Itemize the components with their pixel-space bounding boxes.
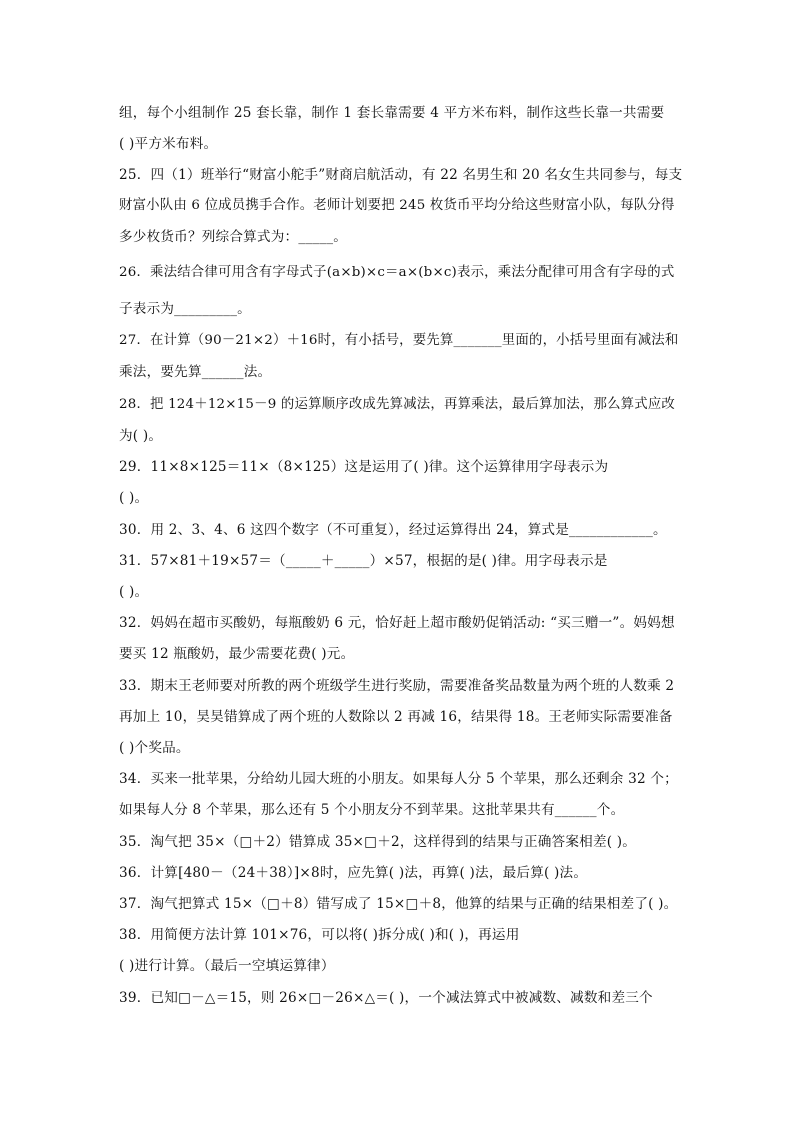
text-line: 38．用简便方法计算 101×76，可以将( )拆分成( )和( )，再运用: [119, 927, 520, 943]
text-line: 34．买来一批苹果，分给幼儿园大班的小朋友。如果每人分 5 个苹果，那么还剩余 32 个；: [119, 771, 678, 787]
text-line: 30．用 2、3、4、6 这四个数字（不可重复），经过运算得出 24，算式是____________。: [119, 522, 667, 538]
text-line: 乘法，要先算______法。: [119, 364, 272, 380]
text-line: 如果每人分 8 个苹果，那么还有 5 个小朋友分不到苹果。这批苹果共有______个。: [119, 802, 625, 818]
text-line: 多少枚货币？列综合算式为：_____。: [119, 229, 348, 245]
text-line: 29．11×8×125＝11×（8×125）这是运用了( )律。这个运算律用字母表示为: [119, 459, 609, 475]
text-line: 财富小队由 6 位成员携手合作。老师计划要把 245 枚货币平均分给这些财富小队，每队分得: [119, 198, 675, 213]
text-line: ( )平方米布料。: [119, 136, 218, 152]
text-line: 子表示为_________。: [119, 301, 251, 317]
text-line: 39．已知□－△＝15，则 26×□－26×△＝( )，一个减法算式中被减数、减数和差三个: [119, 990, 653, 1006]
text-line: 32．妈妈在超市买酸奶，每瓶酸奶 6 元，恰好赶上超市酸奶促销活动: “买三赠一”。妈妈想: [119, 615, 675, 631]
text-line: 35．淘气把 35×（□＋2）错算成 35×□＋2，这样得到的结果与正确答案相差( )。: [119, 834, 637, 850]
text-line: 组，每个小组制作 25 套长靠，制作 1 套长靠需要 4 平方米布料，制作这些长靠一共需要: [119, 105, 665, 121]
text-line: 37．淘气把算式 15×（□＋8）错写成了 15×□＋8，他算的结果与正确的结果相差了( )。: [119, 896, 678, 912]
text-line: 25．四（1）班举行“财富小舵手”财商启航活动，有 22 名男生和 20 名女生共同参与，每支: [119, 167, 683, 183]
text-line: 28．把 124＋12×15－9 的运算顺序改成先算减法，再算乘法，最后算加法，那么算式应改: [119, 397, 676, 412]
text-line: ( )。: [119, 584, 149, 600]
text-line: ( )个奖品。: [119, 740, 190, 756]
text-line: 31．57×81＋19×57＝（_____＋_____）×57，根据的是( )律。用字母表示是: [119, 553, 608, 569]
text-line: 36．计算[480－（24＋38）]×8时，应先算( )法，再算( )法，最后算( )法。: [119, 865, 588, 881]
text-line: 为( )。: [119, 428, 163, 444]
text-line: ( )进行计算。（最后一空填运算律）: [119, 958, 335, 974]
text-line: ( )。: [119, 490, 149, 506]
text-line: 要买 12 瓶酸奶，最少需要花费( )元。: [119, 646, 355, 662]
text-line: 26．乘法结合律可用含有字母式子(a×b)×c＝a×(b×c)表示，乘法分配律可用含有字母的式: [119, 265, 675, 280]
text-line: 27．在计算（90－21×2）＋16时，有小括号，要先算_______里面的，小括号里面有减法和: [119, 333, 679, 348]
text-line: 33．期末王老师要对所教的两个班级学生进行奖励，需要准备奖品数量为两个班的人数乘 2: [119, 678, 675, 694]
text-line: 再加上 10，昊昊错算成了两个班的人数除以 2 再减 16，结果得 18。王老师实际需要准备: [119, 709, 673, 725]
